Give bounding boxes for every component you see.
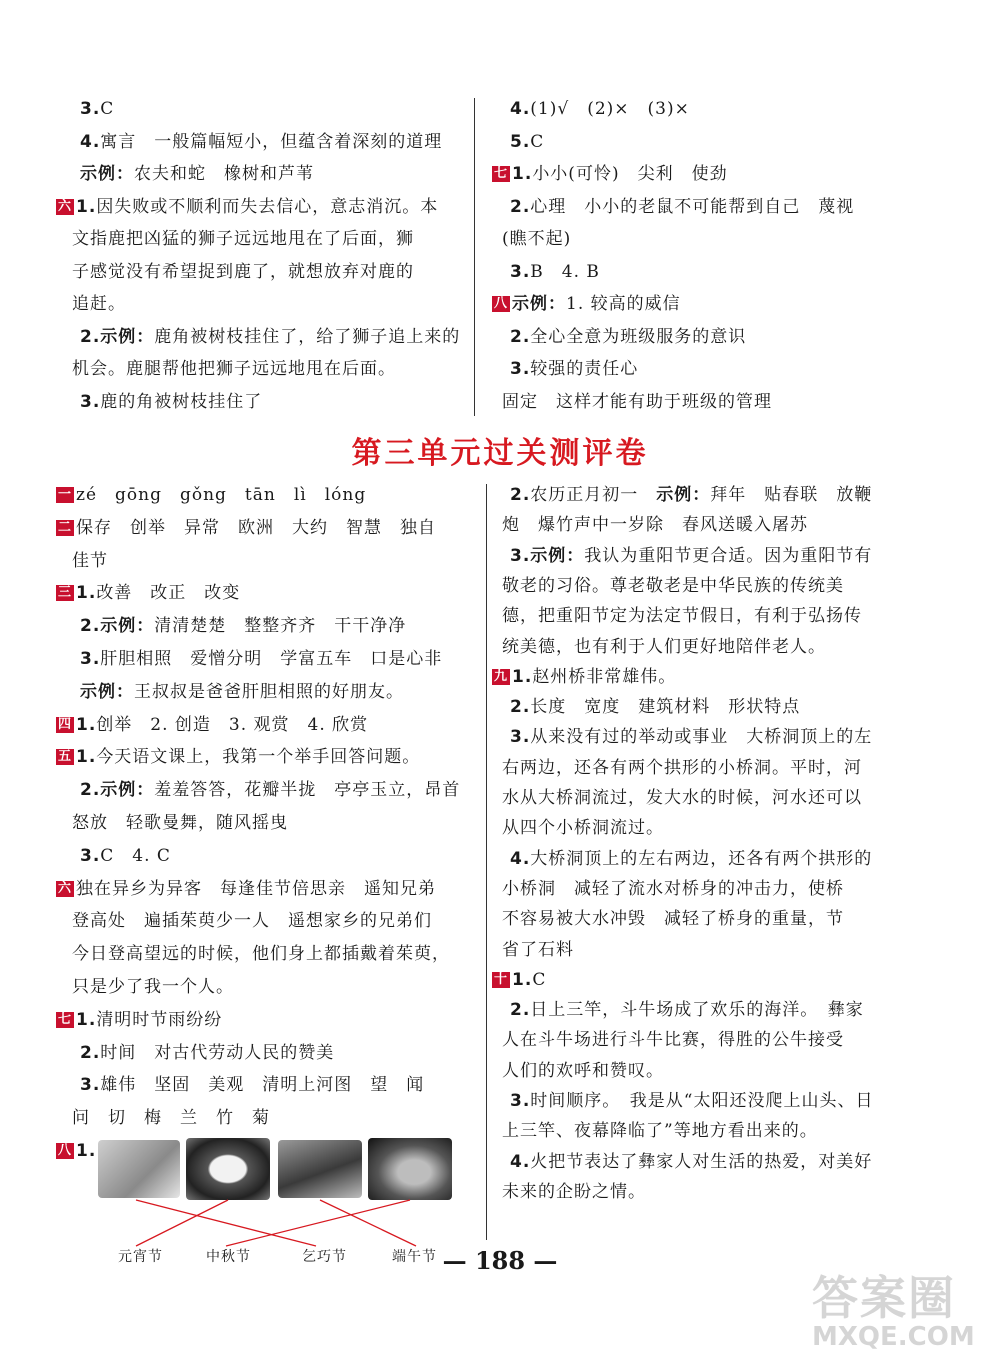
answer-line <box>502 1181 646 1203</box>
answer-line <box>72 1107 270 1129</box>
item-number: 3. <box>80 649 101 669</box>
answer-line <box>502 908 844 930</box>
answer-line <box>80 681 404 703</box>
answer-text: 文指鹿把凶猛的狮子远远地甩在了后面，狮 <box>72 229 414 249</box>
answer-line <box>72 293 126 315</box>
item-number: 3. <box>80 845 101 866</box>
answer-line <box>510 196 854 218</box>
answer-line <box>502 391 772 413</box>
answer-line <box>502 878 844 900</box>
festival-label: 端午节 <box>392 1249 437 1265</box>
answer-text: 清清楚楚 整整齐齐 干干净净 <box>154 616 407 637</box>
answer-line <box>502 514 808 536</box>
answer-line <box>80 845 171 867</box>
answer-text: 今日登高望远的时候，他们身上都插戴着茱萸， <box>72 944 450 965</box>
answer-text: 拜年 贴春联 放鞭 <box>710 485 873 505</box>
answer-text: 问 切 梅 兰 竹 菊 <box>72 1108 270 1129</box>
answer-line <box>502 1060 664 1082</box>
answer-text: 登高处 遍插茱萸少一人 遥想家乡的兄弟们 <box>72 911 432 932</box>
answer-text: 雄伟 坚固 美观 清明上河图 望 闻 <box>100 1075 425 1096</box>
answer-line <box>56 714 368 736</box>
item-number: 2. <box>80 780 101 801</box>
answer-text: 羞羞答答，花瓣半拢 亭亭玉立，昂首 <box>154 780 461 801</box>
question-number-badge: 十 <box>494 971 509 987</box>
answer-line <box>72 976 234 998</box>
answer-text: 鹿角被树枝挂住了，给了狮子追上来的 <box>154 326 461 347</box>
answer-line <box>510 696 800 718</box>
answer-line <box>72 358 396 380</box>
item-number: 3. <box>80 391 101 412</box>
answer-line <box>80 615 406 637</box>
answer-line <box>502 939 574 961</box>
item-number: 1. <box>76 583 97 604</box>
answer-line <box>502 787 862 809</box>
watermark <box>812 1262 992 1352</box>
answer-line <box>510 261 600 283</box>
answer-line <box>492 969 546 991</box>
answer-text: C <box>100 99 115 119</box>
match-line-4 <box>226 1200 410 1246</box>
question-number-badge: 二 <box>58 519 73 535</box>
answer-line <box>510 1090 874 1112</box>
item-number: 2. <box>510 485 531 505</box>
answer-line <box>72 910 432 932</box>
item-number: 2. <box>510 1000 531 1021</box>
section-title: 第三单元过关测评卷 <box>351 436 649 471</box>
answer-text: 创举 2. 创造 3. 观赏 4. 欣赏 <box>96 714 369 735</box>
answer-text: 佳节 <box>72 550 108 571</box>
festival-label: 乞巧节 <box>302 1249 347 1265</box>
item-number: 2. <box>80 616 101 637</box>
answer-text: 人们的欢呼和赞叹。 <box>502 1060 664 1081</box>
question-number-badge: 八 <box>494 296 509 311</box>
answer-text: (瞧不起) <box>502 229 572 249</box>
answer-text: 鹿的角被树枝挂住了 <box>100 391 263 412</box>
answer-text: 保存 创举 异常 欧洲 大约 智慧 独自 <box>76 517 437 538</box>
answer-text: 水从大桥洞流过，发大水的时候，河水还可以 <box>502 788 862 808</box>
match-line-3 <box>320 1200 416 1246</box>
festival-label: 中秋节 <box>206 1249 251 1265</box>
example-label: 示例： <box>80 681 134 702</box>
answer-line <box>510 98 690 120</box>
answer-line <box>502 1120 818 1142</box>
answer-text: 人在斗牛场进行斗牛比赛，得胜的公牛接受 <box>502 1030 844 1051</box>
answer-text: 炮 爆竹声中一岁除 春风送暖入屠苏 <box>502 515 808 536</box>
item-number: 3. <box>510 545 531 566</box>
answer-line <box>80 1074 424 1096</box>
answer-text: 今天语文课上，我第一个举手回答问题。 <box>96 747 421 768</box>
answer-line <box>510 726 872 748</box>
example-label: 示例： <box>530 545 585 566</box>
answer-text: 1. 较高的威信 <box>566 294 681 314</box>
answer-text: 未来的企盼之情。 <box>502 1181 646 1202</box>
answer-line <box>72 228 414 250</box>
answer-text: 改善 改正 改变 <box>96 583 241 604</box>
item-number: 1. <box>76 714 97 735</box>
answer-text: C <box>532 969 547 990</box>
answer-line <box>510 999 864 1021</box>
answer-line <box>72 943 450 965</box>
answer-text: 从四个小桥洞流过。 <box>502 818 664 839</box>
answer-line <box>502 575 844 597</box>
item-number: 4. <box>510 99 531 119</box>
answer-text: 因失败或不顺利而失去信心，意志消沉。本 <box>96 196 439 217</box>
answer-line <box>502 1029 844 1051</box>
item-number: 3. <box>80 99 101 119</box>
question-number-badge: 九 <box>494 668 509 684</box>
answer-text: 敬老的习俗。尊老敬老是中华民族的传统美 <box>502 575 844 596</box>
question-number-badge: 七 <box>494 166 509 181</box>
question-number-badge: 一 <box>58 487 73 502</box>
answer-text: 右两边，还各有两个拱形的小桥洞。平时，河 <box>502 757 862 778</box>
answer-line <box>510 326 746 348</box>
example-label: 示例： <box>512 294 567 314</box>
answer-line <box>80 131 442 153</box>
answer-text: 清明时节雨纷纷 <box>96 1009 223 1030</box>
answer-line <box>80 1042 334 1064</box>
answer-line <box>72 261 414 283</box>
answer-text: 统美德，也有利于人们更好地陪伴老人。 <box>502 636 826 657</box>
item-number: 5. <box>510 131 531 152</box>
watermark-url: MXQE.COM <box>812 1322 975 1352</box>
answer-text: 独在异乡为异客 每逢佳节倍思亲 遥知兄弟 <box>76 878 437 899</box>
answer-line <box>510 358 638 380</box>
answer-line <box>56 1009 222 1031</box>
item-number: 4. <box>510 1151 531 1172</box>
answer-line <box>56 746 420 768</box>
item-number: 2. <box>80 1042 101 1063</box>
item-number: 1. <box>76 196 97 217</box>
answer-line <box>502 605 862 627</box>
item-number: 1. <box>76 1141 97 1161</box>
answer-text: 赵州桥非常雄伟。 <box>532 666 677 687</box>
match-line-1 <box>136 1200 316 1246</box>
answer-text: 心理 小小的老鼠不可能帮到自己 蔑视 <box>530 196 855 217</box>
answer-text: 大桥洞顶上的左右两边，还各有两个拱形的 <box>530 848 873 869</box>
item-number: 1. <box>76 747 97 768</box>
answer-line <box>80 779 460 801</box>
question-number-badge: 四 <box>58 716 73 732</box>
item-number: 3. <box>80 1075 101 1096</box>
answer-line <box>510 545 872 567</box>
answer-line <box>492 163 728 185</box>
item-number: 2. <box>510 697 531 718</box>
answer-line <box>502 636 826 658</box>
example-label: 示例： <box>656 485 711 505</box>
answer-line <box>80 326 460 348</box>
question-number-badge: 七 <box>58 1011 73 1027</box>
question-number-badge: 三 <box>58 585 73 601</box>
item-number: 1. <box>512 164 533 184</box>
answer-text: C <box>530 131 545 152</box>
answer-line <box>56 196 438 218</box>
item-number: 2. <box>80 326 101 347</box>
answer-text: 火把节表达了彝家人对生活的热爱，对美好 <box>530 1151 873 1172</box>
item-number: 4. <box>510 848 531 869</box>
answer-line <box>502 817 664 839</box>
page-number: — 188 — <box>442 1246 558 1275</box>
question-number-badge: 八 <box>58 1143 73 1158</box>
answer-line <box>510 848 872 870</box>
answer-line <box>56 1140 96 1162</box>
answer-line <box>56 484 366 506</box>
answer-text: 省了石料 <box>502 939 574 960</box>
answer-line <box>492 666 676 688</box>
answer-text: 农夫和蛇 橡树和芦苇 <box>134 164 314 184</box>
answer-line <box>80 391 262 413</box>
answer-text: 我认为重阳节更合适。因为重阳节有 <box>584 545 873 566</box>
answer-text: 长度 宽度 建筑材料 形状特点 <box>530 697 801 718</box>
question-number-badge: 六 <box>58 198 73 214</box>
match-line-2 <box>136 1200 228 1246</box>
answer-text: (1)√ (2)× (3)× <box>530 99 690 119</box>
answer-line <box>510 131 544 153</box>
item-number: 3. <box>510 1091 531 1111</box>
answer-text: 寓言 一般篇幅短小，但蕴含着深刻的道理 <box>100 131 443 152</box>
answer-text: 德，把重阳节定为法定节假日，有利于弘扬传 <box>502 606 862 627</box>
item-number: 2. <box>510 196 531 217</box>
answer-text: 机会。鹿腿帮他把狮子远远地甩在后面。 <box>72 359 396 379</box>
bottom-column-divider <box>486 484 487 1240</box>
answer-text: 上三竿、夜幕降临了”等地方看出来的。 <box>502 1121 818 1142</box>
answer-text: 怒放 轻歌曼舞，随风摇曳 <box>72 813 288 833</box>
answer-line <box>72 550 108 572</box>
answer-line <box>502 228 571 250</box>
example-label: 示例： <box>80 164 134 184</box>
answer-text: 较强的责任心 <box>530 359 639 379</box>
answer-line <box>72 812 288 834</box>
answer-text: zé gōng gǒng tān lì lóng <box>76 485 367 505</box>
answer-text: 时间顺序。 我是从“太阳还没爬上山头、日 <box>530 1091 874 1111</box>
answer-line <box>56 517 436 539</box>
item-number: 2. <box>510 326 531 347</box>
item-number: 3. <box>510 261 531 282</box>
item-number: 1. <box>512 969 533 990</box>
item-number: 1. <box>76 1009 97 1030</box>
question-number-badge: 五 <box>58 749 73 765</box>
answer-text: 子感觉没有希望捉到鹿了，就想放弃对鹿的 <box>72 261 414 282</box>
answer-text: 日上三竿，斗牛场成了欢乐的海洋。 彝家 <box>530 1000 864 1021</box>
festival-label: 元宵节 <box>118 1249 163 1265</box>
answer-text: 全心全意为班级服务的意识 <box>530 326 747 347</box>
item-number: 3. <box>510 359 531 379</box>
answer-line <box>56 582 240 604</box>
answer-text: 固定 这样才能有助于班级的管理 <box>502 391 772 412</box>
answer-text: 王叔叔是爸爸肝胆相照的好朋友。 <box>134 681 404 702</box>
answer-text: 只是少了我一个人。 <box>72 977 234 997</box>
answer-line <box>80 98 114 120</box>
example-label: 示例： <box>100 616 155 637</box>
top-column-divider <box>474 98 475 416</box>
answer-text: C 4. C <box>100 845 171 866</box>
answer-line <box>56 878 436 900</box>
item-number: 1. <box>512 666 533 687</box>
example-label: 示例： <box>100 780 155 801</box>
answer-text: 追赶。 <box>72 294 126 314</box>
answer-line <box>510 484 872 506</box>
answer-text: 时间 对古代劳动人民的赞美 <box>100 1042 335 1063</box>
answer-text: B 4. B <box>530 261 600 282</box>
answer-line <box>492 293 681 315</box>
example-label: 示例： <box>100 326 155 347</box>
festival-matching-figure <box>96 1138 456 1268</box>
answer-text: 农历正月初一 <box>530 485 657 505</box>
item-number: 3. <box>510 727 531 748</box>
answer-line <box>80 163 314 185</box>
answer-text: 小小(可怜) 尖利 使劲 <box>532 164 728 184</box>
answer-text: 从来没有过的举动或事业 大桥洞顶上的左 <box>530 727 873 748</box>
answer-text: 肝胆相照 爱憎分明 学富五车 口是心非 <box>100 649 443 669</box>
answer-line <box>80 648 442 670</box>
answer-text: 小桥洞 减轻了流水对桥身的冲击力，使桥 <box>502 878 844 899</box>
answer-text: 不容易被大水冲毁 减轻了桥身的重量，节 <box>502 909 844 930</box>
answer-line <box>502 757 862 779</box>
answer-line <box>510 1151 872 1173</box>
item-number: 4. <box>80 131 101 152</box>
question-number-badge: 六 <box>58 880 73 896</box>
watermark-logo: 答案圈 <box>812 1271 956 1325</box>
